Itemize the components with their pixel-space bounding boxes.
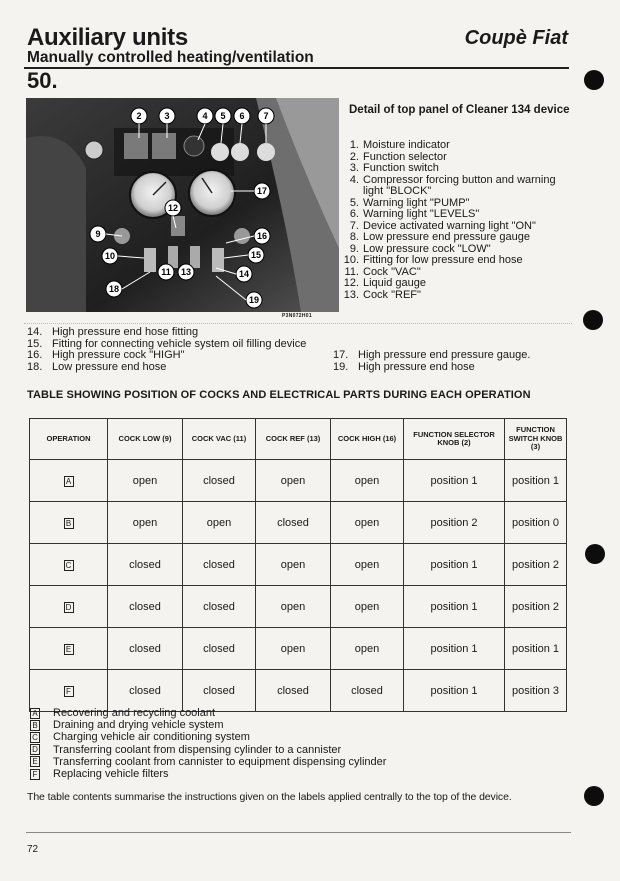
- table-cell: open: [108, 502, 183, 544]
- list-item: [338, 290, 578, 302]
- callout-12: [165, 200, 181, 216]
- table-heading: TABLE SHOWING POSITION OF COCKS AND ELECTRICAL PARTS DURING EACH OPERATION: [27, 389, 531, 401]
- list-item: [338, 278, 578, 290]
- table-cell: open: [256, 460, 331, 502]
- column-header: COCK REF (13): [256, 419, 331, 460]
- callout-13: [178, 264, 194, 280]
- item-text: Low pressure end hose: [52, 360, 167, 373]
- table-cell: position 0: [505, 502, 567, 544]
- table-cell: closed: [183, 586, 256, 628]
- callout-label: 13: [180, 267, 192, 277]
- table-cell: position 1: [404, 460, 505, 502]
- list-item: [338, 209, 578, 221]
- item-text: High pressure end hose: [358, 360, 475, 373]
- item-number: 9.: [349, 242, 359, 255]
- table-cell: closed: [331, 670, 404, 712]
- list-item: [338, 255, 578, 267]
- list-item: [333, 350, 573, 362]
- callout-label: 15: [250, 250, 262, 260]
- item-number: 11.: [344, 265, 359, 278]
- device-panel-illustration: [26, 98, 339, 312]
- table-cell: open: [331, 628, 404, 670]
- page-number: 72: [27, 844, 39, 855]
- callout-label: 16: [256, 231, 268, 241]
- legend-text: Transferring coolant from dispensing cylinder to a cannister: [53, 743, 342, 756]
- table-cell: open: [183, 502, 256, 544]
- page-subtitle: Manually controlled heating/ventilation: [27, 49, 314, 66]
- item-text: Device activated warning light "ON": [363, 219, 536, 232]
- operation-letter: A: [64, 476, 74, 487]
- callout-label: 11: [161, 267, 171, 277]
- table-row: [30, 544, 567, 586]
- table-cell: closed: [108, 670, 183, 712]
- callout-3: [159, 108, 175, 124]
- item-text: Moisture indicator: [363, 139, 450, 151]
- legend-item: [30, 707, 386, 719]
- item-number: 7.: [349, 219, 359, 232]
- item-number: 10.: [343, 254, 359, 266]
- item-text: Cock "REF": [363, 288, 421, 301]
- header-rule: [24, 67, 569, 69]
- table-cell: closed: [108, 628, 183, 670]
- callout-label: 18: [108, 284, 120, 294]
- callout-17: [254, 183, 270, 199]
- item-text: Function switch: [363, 162, 439, 174]
- callout-label: 3: [164, 111, 170, 121]
- callout-label: 12: [167, 203, 179, 213]
- callout-15: [248, 247, 264, 263]
- table-row: [30, 586, 567, 628]
- legend-item: [30, 719, 386, 731]
- table-cell: [30, 460, 108, 502]
- column-header: COCK LOW (9): [108, 419, 183, 460]
- table-cell: open: [256, 628, 331, 670]
- legend-letter: E: [30, 756, 40, 767]
- table-cell: position 1: [505, 460, 567, 502]
- item-number: 4.: [349, 173, 359, 186]
- legend-letter: F: [30, 769, 40, 780]
- legend-item: [30, 731, 386, 743]
- device-panel-photo: [26, 98, 339, 312]
- column-header: FUNCTION SWITCH KNOB (3): [505, 419, 567, 460]
- callout-label: 6: [239, 111, 245, 121]
- table-cell: open: [331, 460, 404, 502]
- table-cell: position 1: [404, 544, 505, 586]
- legend-text: Draining and drying vehicle system: [53, 719, 224, 732]
- column-header: COCK HIGH (16): [331, 419, 404, 460]
- list-item: [27, 350, 327, 362]
- callout-label: 2: [136, 111, 142, 121]
- table-cell: position 1: [404, 670, 505, 712]
- table-header-row: [30, 419, 567, 460]
- callout-6: [234, 108, 250, 124]
- list-item: [27, 362, 327, 374]
- callout-4: [197, 108, 213, 124]
- list-item: [338, 232, 578, 244]
- operation-letter: E: [64, 644, 74, 655]
- table-cell: position 2: [404, 502, 505, 544]
- item-number: 15.: [27, 337, 43, 350]
- legend-item: [30, 768, 386, 780]
- table-row: [30, 628, 567, 670]
- callout-5: [215, 108, 231, 124]
- callout-16: [254, 228, 270, 244]
- table-row: [30, 670, 567, 712]
- item-number: 5.: [349, 196, 359, 209]
- item-text: Fitting for low pressure end hose: [363, 254, 523, 266]
- legend-item: [30, 756, 386, 768]
- table-cell: closed: [108, 586, 183, 628]
- item-number: 6.: [349, 208, 359, 220]
- page-title: Auxiliary units: [27, 24, 188, 51]
- legend-letter: B: [30, 720, 40, 731]
- table-cell: open: [108, 460, 183, 502]
- table-cell: position 3: [505, 670, 567, 712]
- table-cell: closed: [256, 502, 331, 544]
- callout-11: [158, 264, 174, 280]
- divider: [24, 323, 572, 324]
- item-text: Low pressure cock "LOW": [363, 242, 491, 255]
- figure-code: P3N072H01: [282, 313, 312, 319]
- item-number: 3.: [349, 162, 359, 174]
- callout-7: [258, 108, 274, 124]
- item-number: 12.: [343, 277, 359, 289]
- legend-text: Transferring coolant from cannister to equipment dispensing cylinder: [53, 755, 387, 768]
- brand-name: Coupè Fiat: [464, 27, 568, 49]
- binder-hole: [584, 70, 604, 90]
- table-cell: [30, 544, 108, 586]
- operations-table: [29, 418, 567, 712]
- table-cell: open: [331, 502, 404, 544]
- table-cell: position 1: [404, 628, 505, 670]
- binder-hole: [583, 310, 603, 330]
- item-text: Warning light "PUMP": [363, 196, 470, 209]
- item-text: Liquid gauge: [363, 277, 427, 289]
- parts-list: [338, 140, 578, 301]
- table-cell: closed: [183, 670, 256, 712]
- callout-2: [131, 108, 147, 124]
- list-item: [333, 362, 573, 374]
- table-cell: closed: [108, 544, 183, 586]
- table-cell: open: [331, 586, 404, 628]
- item-number: 2.: [349, 150, 359, 163]
- lower-parts-list-left: [27, 327, 327, 373]
- list-item: [338, 175, 578, 198]
- table-row: [30, 460, 567, 502]
- legend-text: Charging vehicle air conditioning system: [53, 731, 250, 744]
- item-text: Low pressure end pressure gauge: [363, 231, 530, 243]
- item-number: 1.: [349, 139, 359, 151]
- legend-text: Replacing vehicle filters: [53, 768, 169, 781]
- item-number: 19.: [333, 360, 349, 373]
- operations-legend: [30, 707, 386, 780]
- item-text: Function selector: [363, 150, 447, 163]
- operation-letter: F: [64, 686, 74, 697]
- item-text: High pressure cock "HIGH": [52, 349, 185, 361]
- footer-note: The table contents summarise the instructions given on the labels applied centrally to the top of the device.: [27, 791, 512, 803]
- list-item: [27, 327, 327, 339]
- table-cell: [30, 670, 108, 712]
- operation-letter: C: [64, 560, 74, 571]
- callout-label: 4: [202, 111, 208, 121]
- item-number: 13.: [343, 288, 359, 301]
- callout-label: 9: [95, 229, 101, 239]
- callout-label: 14: [238, 269, 250, 279]
- callout-label: 17: [256, 186, 268, 196]
- item-text: Fitting for connecting vehicle system oil filling device: [52, 337, 307, 350]
- table-cell: open: [256, 544, 331, 586]
- legend-text: Recovering and recycling coolant: [53, 707, 216, 719]
- item-number: 8.: [349, 231, 359, 243]
- item-text: High pressure end hose fitting: [52, 326, 199, 338]
- legend-item: [30, 744, 386, 756]
- callout-label: 5: [220, 111, 226, 121]
- legend-letter: C: [30, 732, 40, 743]
- detail-heading: Detail of top panel of Cleaner 134 device: [349, 104, 570, 116]
- footer-rule: [26, 832, 571, 833]
- item-number: 17.: [333, 349, 349, 361]
- table-cell: [30, 502, 108, 544]
- table-cell: closed: [256, 670, 331, 712]
- binder-hole: [584, 786, 604, 806]
- callout-10: [102, 248, 118, 264]
- table-cell: position 1: [404, 586, 505, 628]
- table-cell: position 1: [505, 628, 567, 670]
- table-cell: closed: [183, 628, 256, 670]
- item-text: High pressure end pressure gauge.: [358, 349, 531, 361]
- table-cell: [30, 628, 108, 670]
- callout-18: [106, 281, 122, 297]
- item-number: 14.: [27, 326, 43, 338]
- table-cell: position 2: [505, 586, 567, 628]
- column-header: COCK VAC (11): [183, 419, 256, 460]
- callout-9: [90, 226, 106, 242]
- operation-letter: B: [64, 518, 74, 529]
- list-item: [338, 140, 578, 152]
- legend-letter: A: [30, 708, 40, 719]
- table-cell: position 2: [505, 544, 567, 586]
- callout-14: [236, 266, 252, 282]
- lower-parts-list-right: [333, 350, 573, 373]
- callout-label: 7: [263, 111, 269, 121]
- legend-letter: D: [30, 744, 40, 755]
- callout-19: [246, 292, 262, 308]
- table-row: [30, 502, 567, 544]
- item-number: 16.: [27, 349, 43, 361]
- column-header: OPERATION: [30, 419, 108, 460]
- binder-hole: [585, 544, 605, 564]
- item-text: Cock "VAC": [363, 265, 421, 278]
- item-number: 18.: [27, 360, 43, 373]
- callout-label: 19: [248, 295, 260, 305]
- section-number: 50.: [27, 68, 58, 93]
- item-text: Compressor forcing button and warning light "BLOCK": [363, 173, 556, 197]
- table-cell: closed: [183, 460, 256, 502]
- list-item: [338, 163, 578, 175]
- table-cell: [30, 586, 108, 628]
- operation-letter: D: [64, 602, 74, 613]
- table-cell: open: [256, 586, 331, 628]
- table-cell: closed: [183, 544, 256, 586]
- callout-label: 10: [104, 251, 116, 261]
- item-text: Warning light "LEVELS": [363, 208, 480, 220]
- column-header: FUNCTION SELECTOR KNOB (2): [404, 419, 505, 460]
- table-cell: open: [331, 544, 404, 586]
